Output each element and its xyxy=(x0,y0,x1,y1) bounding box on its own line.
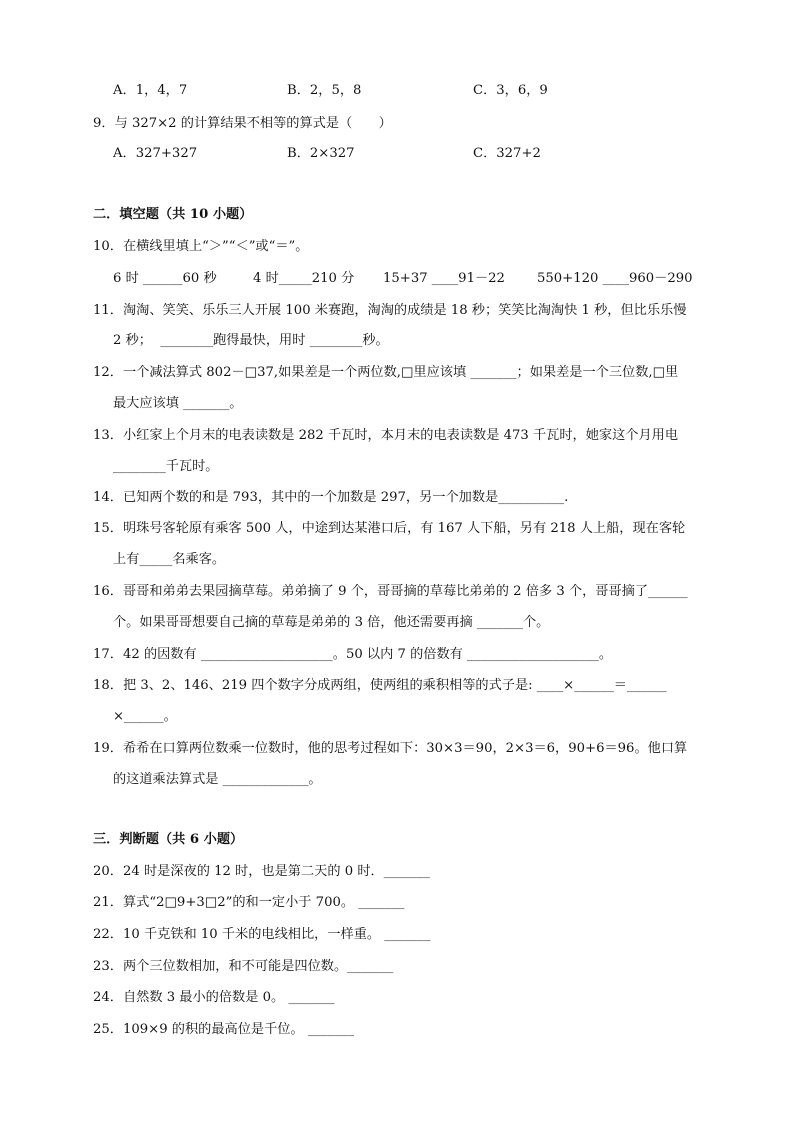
q13-line-1: 13．小红家上个月末的电表读数是 282 千瓦时，本月末的电表读数是 473 千瓦时，她家这个月用电 xyxy=(93,428,679,443)
q18-line-1: 18．把 3、2、146、219 四个数字分成两组，使两组的乘积相等的式子是: ____×______＝______ xyxy=(93,678,667,693)
q19-line-1: 19．希希在口算两位数乘一位数时，他的思考过程如下：30×3＝90，2×3＝6，90+6＝96。他口算 xyxy=(93,741,688,756)
q12-line-2: 最大应该填 _______。 xyxy=(113,396,243,411)
q19-line-2: 的这道乘法算式是 _____________。 xyxy=(113,772,322,787)
q24-text: 24．自然数 3 最小的倍数是 0。 _______ xyxy=(93,990,335,1005)
q9-option-a: A．327+327 xyxy=(113,146,198,161)
q10-item-2: 4 时_____210 分 xyxy=(253,271,355,286)
q23-text: 23．两个三位数相加，和不可能是四位数。_______ xyxy=(93,959,394,974)
q16-line-1: 16．哥哥和弟弟去果园摘草莓。弟弟摘了 9 个，哥哥摘的草莓比弟弟的 2 倍多 3 个，哥哥摘了______ xyxy=(93,584,688,599)
q15-line-2: 上有_____名乘客。 xyxy=(113,552,226,567)
q12-line-1: 12．一个减法算式 802－□37,如果差是一个两位数,□里应该填 _______；如果差是一个三位数,□里 xyxy=(93,365,679,380)
q15-line-1: 15．明珠号客轮原有乘客 500 人，中途到达某港口后，有 167 人下船，另有 218 人上船，现在客轮 xyxy=(93,521,686,536)
section-heading-true-false: 三．判断题（共 6 小题） xyxy=(93,832,244,847)
q11-line-1: 11．淘淘、笑笑、乐乐三人开展 100 米赛跑，淘淘的成绩是 18 秒；笑笑比淘淘快 1 秒，但比乐乐慢 xyxy=(93,303,687,318)
q10-item-1: 6 时 ______60 秒 xyxy=(113,271,217,286)
q9-option-c: C．327+2 xyxy=(473,146,541,161)
q20-text: 20．24 时是深夜的 12 时，也是第二天的 0 时．_______ xyxy=(93,864,430,879)
q10-item-4: 550+120 ____960－290 xyxy=(537,271,693,286)
q13-line-2: ________千瓦时。 xyxy=(113,459,219,474)
q8-option-c: C．3，6，9 xyxy=(473,83,548,98)
q18-line-2: ×______。 xyxy=(113,709,177,724)
q10-item-3: 15+37 ____91－22 xyxy=(383,271,505,286)
q9-option-b: B．2×327 xyxy=(287,146,355,161)
q17-text: 17．42 的因数有 ____________________。50 以内 7 的倍数有 ____________________。 xyxy=(93,647,613,662)
q11-line-2: 2 秒； ________跑得最快，用时 ________秒。 xyxy=(113,333,389,348)
q16-line-2: 个。如果哥哥想要自己摘的草莓是弟弟的 3 倍，他还需要再摘 _______个。 xyxy=(113,615,550,630)
q9-text: 9．与 327×2 的计算结果不相等的算式是（ ） xyxy=(93,116,392,131)
q25-text: 25．109×9 的积的最高位是千位。 _______ xyxy=(93,1022,354,1037)
q10-text: 10．在横线里填上“＞”“＜”或“＝”。 xyxy=(93,239,309,254)
section-heading-fill-in: 二．填空题（共 10 小题） xyxy=(93,207,253,222)
q21-text: 21．算式“2□9+3□2”的和一定小于 700。 _______ xyxy=(93,895,405,910)
q8-option-b: B．2，5，8 xyxy=(287,83,362,98)
q22-text: 22．10 千克铁和 10 千米的电线相比，一样重。 _______ xyxy=(93,927,431,942)
q14-text: 14．已知两个数的和是 793，其中的一个加数是 297，另一个加数是__________. xyxy=(93,490,569,505)
q8-option-a: A．1，4，7 xyxy=(113,83,188,98)
